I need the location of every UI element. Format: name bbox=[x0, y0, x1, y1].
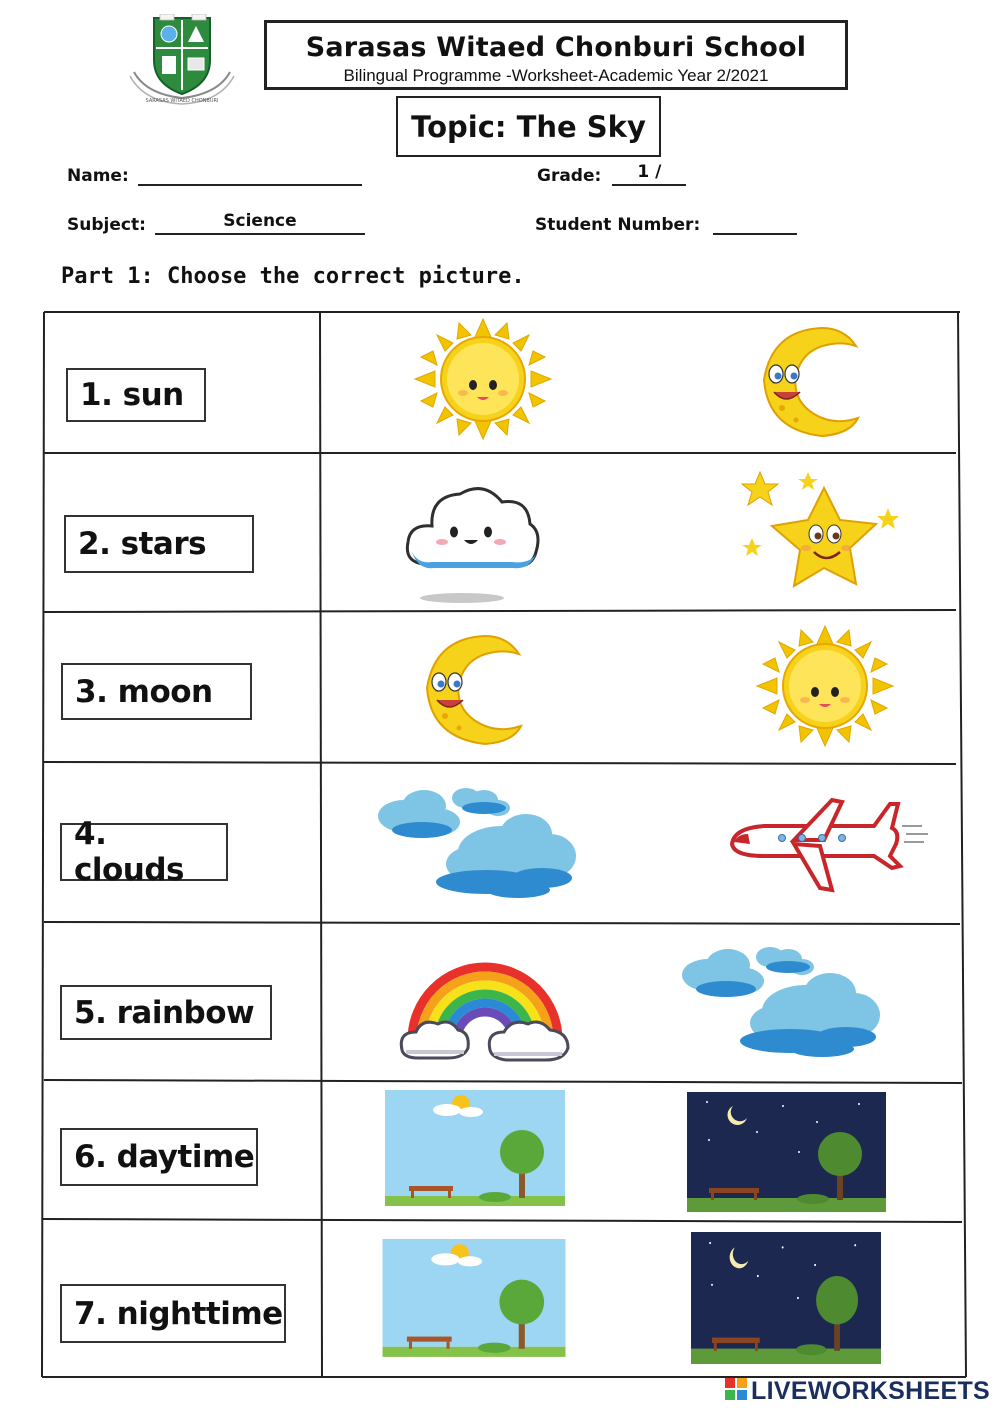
clouds-icon[interactable] bbox=[366, 786, 580, 910]
word-label-1: 1. sun bbox=[80, 377, 184, 413]
daytime-scene[interactable] bbox=[385, 1090, 565, 1216]
topic-title: Topic: The Sky bbox=[411, 110, 646, 144]
moon-icon[interactable] bbox=[414, 630, 526, 752]
clouds-icon[interactable] bbox=[670, 944, 884, 1070]
student-number-label: Student Number: bbox=[535, 215, 701, 235]
word-box-5 bbox=[60, 985, 272, 1040]
word-label-2: 2. stars bbox=[78, 526, 207, 562]
subject-label: Subject: bbox=[67, 215, 146, 235]
word-box-4 bbox=[60, 816, 228, 888]
nighttime-scene[interactable] bbox=[687, 1092, 886, 1216]
word-box-7 bbox=[60, 1284, 286, 1343]
word-box-1 bbox=[66, 368, 206, 422]
word-label-3: 3. moon bbox=[75, 673, 213, 710]
liveworksheets-logo-icon bbox=[725, 1378, 747, 1406]
word-label-5: 5. rainbow bbox=[74, 994, 255, 1031]
daytime-scene[interactable] bbox=[381, 1239, 567, 1367]
word-box-2 bbox=[64, 515, 254, 573]
cloud-icon[interactable] bbox=[404, 474, 542, 608]
logo-caption: SARASAS WITAED CHONBURI bbox=[145, 98, 219, 104]
grade-label: Grade: bbox=[537, 166, 602, 186]
rainbow-icon[interactable] bbox=[398, 952, 572, 1072]
liveworksheets-watermark bbox=[725, 1377, 990, 1406]
word-label-7: 7. nighttime bbox=[74, 1295, 283, 1332]
liveworksheets-text: LIVEWORKSHEETS bbox=[751, 1377, 990, 1405]
name-label: Name: bbox=[67, 166, 129, 186]
stars-icon[interactable] bbox=[738, 468, 902, 612]
subject-input[interactable]: Science bbox=[155, 211, 365, 235]
sun-icon[interactable] bbox=[754, 624, 896, 752]
word-box-6 bbox=[60, 1128, 258, 1186]
part1-title: Part 1: Choose the correct picture. bbox=[61, 264, 525, 289]
moon-icon[interactable] bbox=[752, 322, 862, 444]
grade-input[interactable]: 1 / bbox=[612, 162, 686, 186]
nighttime-scene[interactable] bbox=[691, 1232, 881, 1368]
word-label-4: 4. clouds bbox=[74, 816, 185, 888]
word-label-6: 6. daytime bbox=[74, 1139, 255, 1175]
airplane-icon[interactable] bbox=[724, 796, 930, 904]
word-box-3 bbox=[61, 663, 252, 720]
sun-icon[interactable] bbox=[412, 318, 554, 444]
school-name: Sarasas Witaed Chonburi School bbox=[305, 32, 807, 63]
worksheet-subtitle: Bilingual Programme -Worksheet-Academic Year 2/2021 bbox=[343, 66, 769, 85]
